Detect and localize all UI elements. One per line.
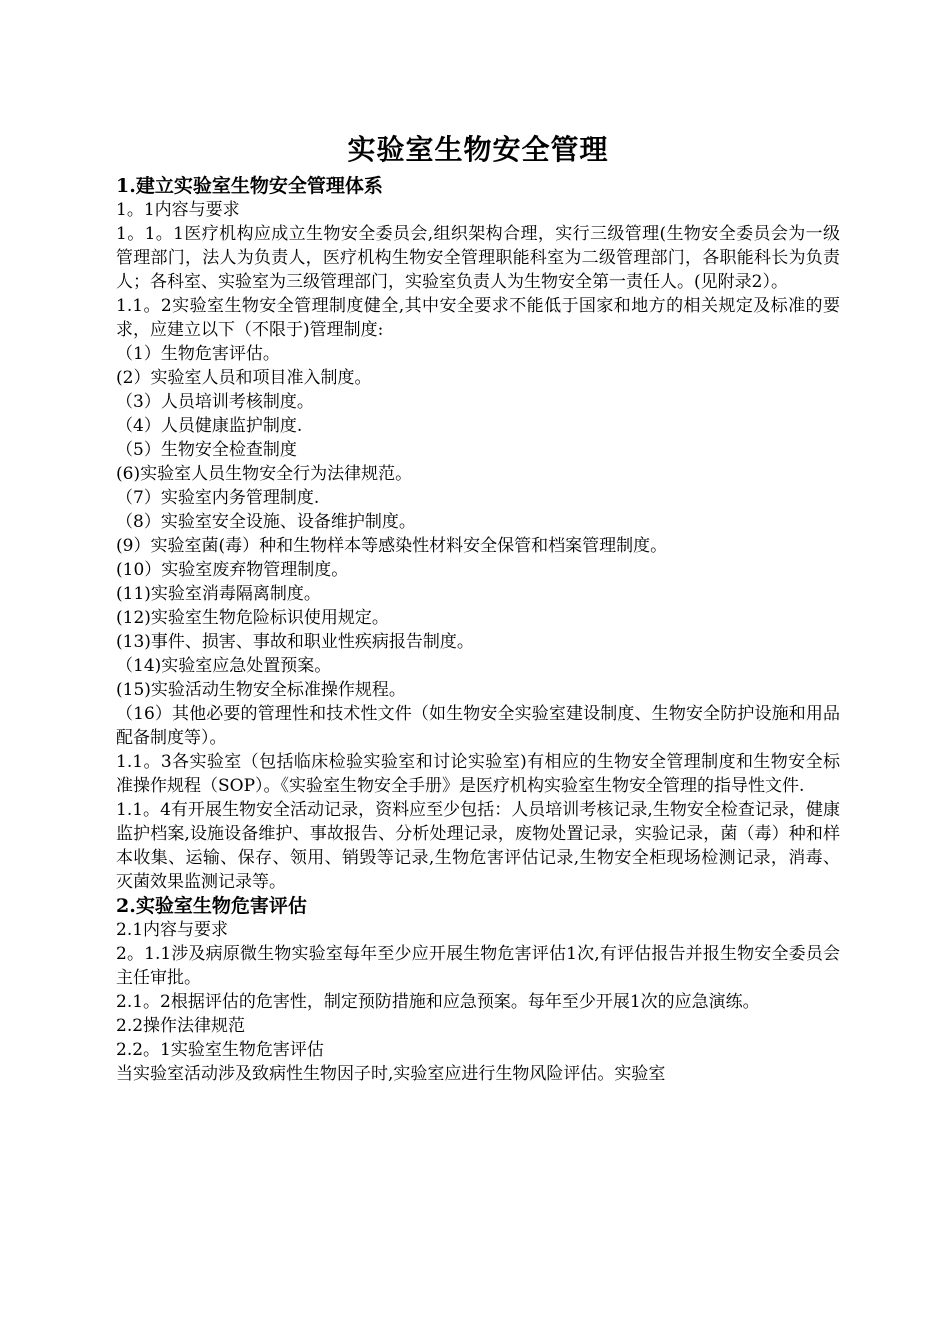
paragraph-1-1-4: 1.1。4有开展生物安全活动记录，资料应至少包括：人员培训考核记录,生物安全检查记录，健康监护档案,设施设备维护、事故报告、分析处理记录，废物处置记录，实验记录，菌（毒）种和样本收集、运输、保存、领用、销毁等记录,生物危害评估记录,生物安全柜现场检测记录，消毒、灭菌效果监测记录等。 — [116, 800, 840, 892]
list-item: (11)实验室消毒隔离制度。 — [116, 584, 321, 604]
paragraph-2-1-1: 2。1.1涉及病原微生物实验室每年至少应开展生物危害评估1次,有评估报告并报生物安全委员会主任审批。 — [116, 944, 840, 988]
list-item: （7）实验室内务管理制度. — [116, 488, 320, 508]
list-item: (12)实验室生物危险标识使用规定。 — [116, 608, 389, 628]
list-item: （14)实验室应急处置预案。 — [116, 656, 332, 676]
list-item: （5）生物安全检查制度 — [116, 440, 297, 460]
list-item-16: （16）其他必要的管理性和技术性文件（如生物安全实验室建设制度、生物安全防护设施和用品配备制度等）。 — [116, 704, 840, 748]
list-item: （4）人员健康监护制度. — [116, 416, 303, 436]
subsection-2-2: 2.2操作法律规范 — [116, 1016, 246, 1036]
list-item: （8）实验室安全设施、设备维护制度。 — [116, 512, 416, 532]
document-title: 实验室生物安全管理 — [347, 133, 609, 166]
list-item: (13)事件、损害、事故和职业性疾病报告制度。 — [116, 632, 474, 652]
list-item: (2）实验室人员和项目准入制度。 — [116, 368, 372, 388]
list-item: (9）实验室菌(毒）种和生物样本等感染性材料安全保管和档案管理制度。 — [116, 536, 668, 556]
list-item: (6)实验室人员生物安全行为法律规范。 — [116, 464, 413, 484]
subsection-2-2-1: 2.2。1实验室生物危害评估 — [116, 1040, 324, 1060]
paragraph-last: 当实验室活动涉及致病性生物因子时,实验室应进行生物风险评估。实验室 — [116, 1064, 666, 1084]
document-page — [116, 130, 840, 1086]
paragraph-1-1-3: 1.1。3各实验室（包括临床检验实验室和讨论实验室)有相应的生物安全管理制度和生物安全标准操作规程（SOP）。《实验室生物安全手册》是医疗机构实验室生物安全管理的指导性文件. — [116, 752, 840, 796]
paragraph-1-1-2: 1.1。2实验室生物安全管理制度健全,其中安全要求不能低于国家和地方的相关规定及标准的要求，应建立以下（不限于)管理制度: — [116, 296, 840, 340]
subsection-2-1: 2.1内容与要求 — [116, 920, 229, 940]
section-1-heading: 1.建立实验室生物安全管理体系 — [116, 175, 383, 197]
subsection-1-1: 1。1内容与要求 — [116, 200, 240, 220]
list-item: （1）生物危害评估。 — [116, 344, 280, 364]
paragraph-2-1-2: 2.1。2根据评估的危害性，制定预防措施和应急预案。每年至少开展1次的应急演练。 — [116, 992, 760, 1012]
list-item: （3）人员培训考核制度。 — [116, 392, 314, 412]
section-2-heading: 2.实验室生物危害评估 — [116, 895, 307, 917]
list-item: (10）实验室废弃物管理制度。 — [116, 560, 349, 580]
list-item: (15)实验活动生物安全标准操作规程。 — [116, 680, 406, 700]
paragraph-1-1-1: 1。1。1医疗机构应成立生物安全委员会,组织架构合理，实行三级管理(生物安全委员会为一级管理部门，法人为负责人，医疗机构生物安全管理职能科室为二级管理部门，各职能科长为负责人；各科室、实验室为三级管理部门，实验室负责人为生物安全第一责任人。(见附录2）。 — [116, 224, 840, 292]
